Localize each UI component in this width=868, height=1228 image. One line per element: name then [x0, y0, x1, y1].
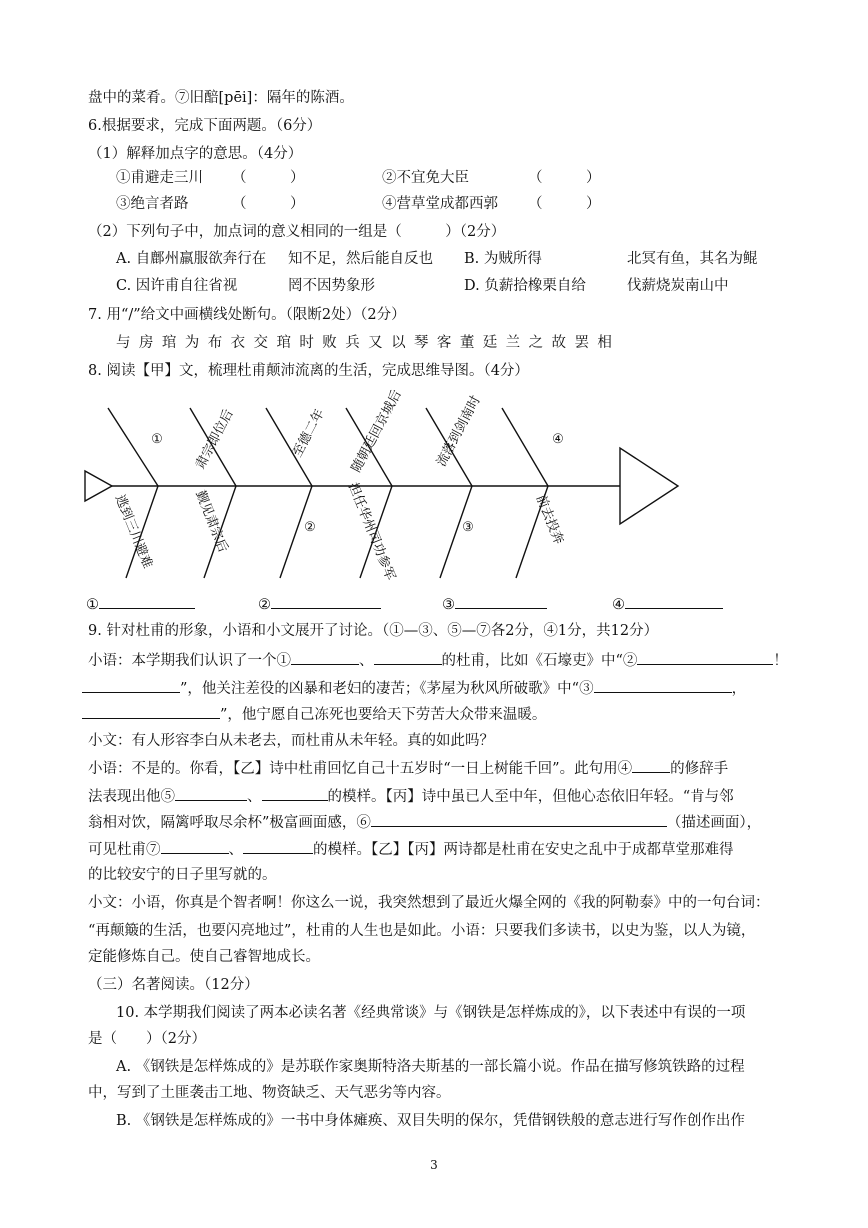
- upper-bone-1: [108, 408, 158, 486]
- sentence-char: 与: [116, 335, 131, 351]
- sentence-char: 相: [597, 335, 612, 351]
- sentence-char: 又: [368, 335, 383, 351]
- sentence-char: 时: [299, 335, 314, 351]
- option-10-a-cont: 中，写到了土匪袭击工地、物资缺乏、天气恶劣等内容。: [88, 1085, 451, 1101]
- sentence-char: 琴: [413, 335, 429, 351]
- blank-5b[interactable]: [262, 785, 328, 801]
- upper-bone-6: [502, 408, 548, 486]
- answer-paren[interactable]: （ ）: [232, 196, 305, 212]
- option-10-a: A. 《钢铁是怎样炼成的》是苏联作家奥斯特洛夫斯基的一部长篇小说。作品在描写修筑铁路的过程: [116, 1059, 745, 1075]
- sentence-char: 兰: [505, 335, 521, 351]
- upper-label-2: 肃宗即位后: [193, 407, 237, 472]
- answer-paren[interactable]: （ ）: [528, 196, 601, 212]
- question-6-2-title: （2）下列句子中，加点词的意义相同的一组是（ ）（2分）: [88, 224, 506, 240]
- sentence-char: 罢: [574, 335, 589, 351]
- dialogue-line: 小语：本学期我们认识了一个① 、 的杜甫，比如《石壕吏》中“② ！: [88, 649, 788, 671]
- item-6-1-c: ③绝言者路: [116, 196, 189, 212]
- lower-label-6: 前去投奔: [532, 492, 566, 547]
- option-10-b: B. 《钢铁是怎样炼成的》一书中身体瘫痪、双目失明的保尔，凭借钢铁般的意志进行写作创作出作: [116, 1113, 745, 1129]
- question-10-line: 是（ ）（2分）: [88, 1031, 206, 1047]
- dialogue-line: “再颠簸的生活，也要闪亮地过”，杜甫的人生也是如此。小语：只要我们多读书，以史为鉴，以人为镜，: [88, 923, 756, 939]
- page-number: 3: [430, 1158, 438, 1172]
- blank-1[interactable]: [291, 649, 359, 665]
- blank-2[interactable]: [637, 649, 773, 665]
- question-6-1-title: （1）解释加点字的意思。（4分）: [88, 146, 303, 162]
- sentence-char: 故: [551, 335, 567, 351]
- option-6-2-a-2: 知不足，然后能自反也: [288, 251, 433, 267]
- sentence-char: 琯: [276, 335, 291, 351]
- option-6-2-c-1: C. 因许甫自往省视: [116, 278, 238, 294]
- sentence-char: 布: [207, 335, 223, 351]
- question-6-title: 6.根据要求，完成下面两题。（6分）: [88, 118, 322, 134]
- section-3-title: （三）名著阅读。（12分）: [88, 977, 259, 993]
- sentence-char: 房: [138, 335, 154, 351]
- blank-3[interactable]: [594, 677, 732, 693]
- blank-5[interactable]: [175, 785, 247, 801]
- lower-label-3: ②: [304, 520, 316, 535]
- sentence-char: 琯: [161, 335, 177, 351]
- dialogue-line: 可见杜甫⑦ 、 的模样。【乙】【丙】两诗都是杜甫在安史之乱中于成都草堂那难得: [88, 838, 734, 860]
- sentence-char: 之: [528, 335, 544, 351]
- upper-label-4: 随朝廷回京城后: [348, 387, 405, 476]
- upper-label-1: ①: [151, 432, 163, 447]
- blank-1b[interactable]: [374, 649, 442, 665]
- tail-triangle: [85, 471, 112, 501]
- dialogue-line: 法表现出他⑤ 、 的模样。【丙】诗中虽已人至中年，但他心态依旧年轻。“肯与邻: [88, 785, 734, 807]
- blank-7[interactable]: [161, 838, 229, 854]
- item-6-1-d: ④营草堂成都西郭: [382, 196, 498, 212]
- option-6-2-b-2: 北冥有鱼，其名为鲲: [627, 251, 758, 267]
- question-9-title: 9. 针对杜甫的形象，小语和小文展开了讨论。（①—③、⑤—⑦各2分，④1分，共12分）: [88, 623, 659, 639]
- blank-4[interactable]: [632, 757, 670, 773]
- answer-blank-1[interactable]: ①: [86, 593, 195, 615]
- question-7-title: 7. 用“/”给文中画横线处断句。（限断2处）（2分）: [88, 307, 406, 323]
- answer-paren[interactable]: （ ）: [528, 170, 601, 186]
- option-6-2-d-2: 伐薪烧炭南山中: [627, 278, 729, 294]
- option-6-2-a-1: A. 自鄜州羸服欲奔行在: [116, 251, 267, 267]
- upper-label-5: 流落到剑南时: [433, 393, 484, 470]
- dialogue-line: 定能修炼自己。使自己睿智地成长。: [88, 949, 320, 965]
- blank-7b[interactable]: [243, 838, 313, 854]
- option-6-2-b-1: B. 为贼所得: [464, 251, 542, 267]
- sentence-char: 董: [459, 335, 475, 351]
- answer-blank-2[interactable]: ②: [258, 593, 381, 615]
- lower-label-5: ③: [462, 520, 474, 535]
- fishbone-diagram: [70, 383, 690, 588]
- option-6-2-c-2: 罔不因势象形: [288, 278, 375, 294]
- item-6-1-a: ①甫避走三川: [116, 170, 203, 186]
- answer-blank-4[interactable]: ④: [612, 593, 723, 615]
- answer-blank-3[interactable]: ③: [442, 593, 547, 615]
- head-triangle: [620, 448, 678, 524]
- dialogue-line: 小文：有人形容李白从未老去，而杜甫从未年轻。真的如此吗？: [88, 733, 494, 749]
- lower-label-4: 担任华州司功参军: [344, 480, 398, 583]
- sentence-char: 为: [184, 335, 200, 351]
- upper-label-6: ④: [552, 432, 564, 447]
- question-10-line: 10. 本学期我们阅读了两本必读名著《经典常谈》与《钢铁是怎样炼成的》，以下表述中有误的一项: [116, 1005, 746, 1021]
- sentence-char: 以: [391, 335, 406, 351]
- dialogue-line: 翁相对饮，隔篱呼取尽余杯”极富画面感，⑥ （描述画面），: [88, 811, 761, 833]
- option-6-2-d-1: D. 负薪拾橡栗自给: [464, 278, 586, 294]
- blank-6[interactable]: [371, 811, 667, 827]
- annotation-line: 盘中的菜肴。⑦旧醅[pēi]：隔年的陈酒。: [88, 90, 354, 106]
- question-8-title: 8. 阅读【甲】文，梳理杜甫颠沛流离的生活，完成思维导图。（4分）: [88, 363, 529, 379]
- sentence-char: 兵: [345, 335, 360, 351]
- blank-2b[interactable]: [82, 677, 180, 693]
- item-6-1-b: ②不宜免大臣: [382, 170, 469, 186]
- sentence-to-punctuate: [116, 333, 612, 353]
- sentence-char: 交: [253, 335, 269, 351]
- answer-paren[interactable]: （ ）: [232, 170, 305, 186]
- dialogue-line: 小语：不是的。你看，【乙】诗中杜甫回忆自己十五岁时“一日上树能千回”。此句用④ 的修辞手: [88, 757, 728, 779]
- dialogue-line: 的比较安宁的日子里写就的。: [88, 867, 277, 883]
- sentence-char: 衣: [230, 335, 246, 351]
- upper-label-3: 至德二年: [290, 406, 328, 460]
- sentence-char: 败: [322, 335, 337, 351]
- lower-label-2: 觐见肃宗后: [192, 488, 231, 555]
- sentence-char: 客: [436, 335, 452, 351]
- dialogue-line: ”，他宁愿自己冻死也要给天下劳苦大众带来温暖。: [82, 703, 546, 725]
- lower-label-1: 逃到三川避难: [111, 492, 155, 571]
- dialogue-line: 小文：小语，你真是个智者啊！你这么一说，我突然想到了最近火爆全网的《我的阿勒泰》中的一句台词：: [88, 895, 770, 911]
- dialogue-line: ”，他关注差役的凶暴和老妇的凄苦；《茅屋为秋风所破歌》中“③ ，: [82, 677, 746, 699]
- blank-3b[interactable]: [82, 703, 220, 719]
- sentence-char: 廷: [482, 335, 498, 351]
